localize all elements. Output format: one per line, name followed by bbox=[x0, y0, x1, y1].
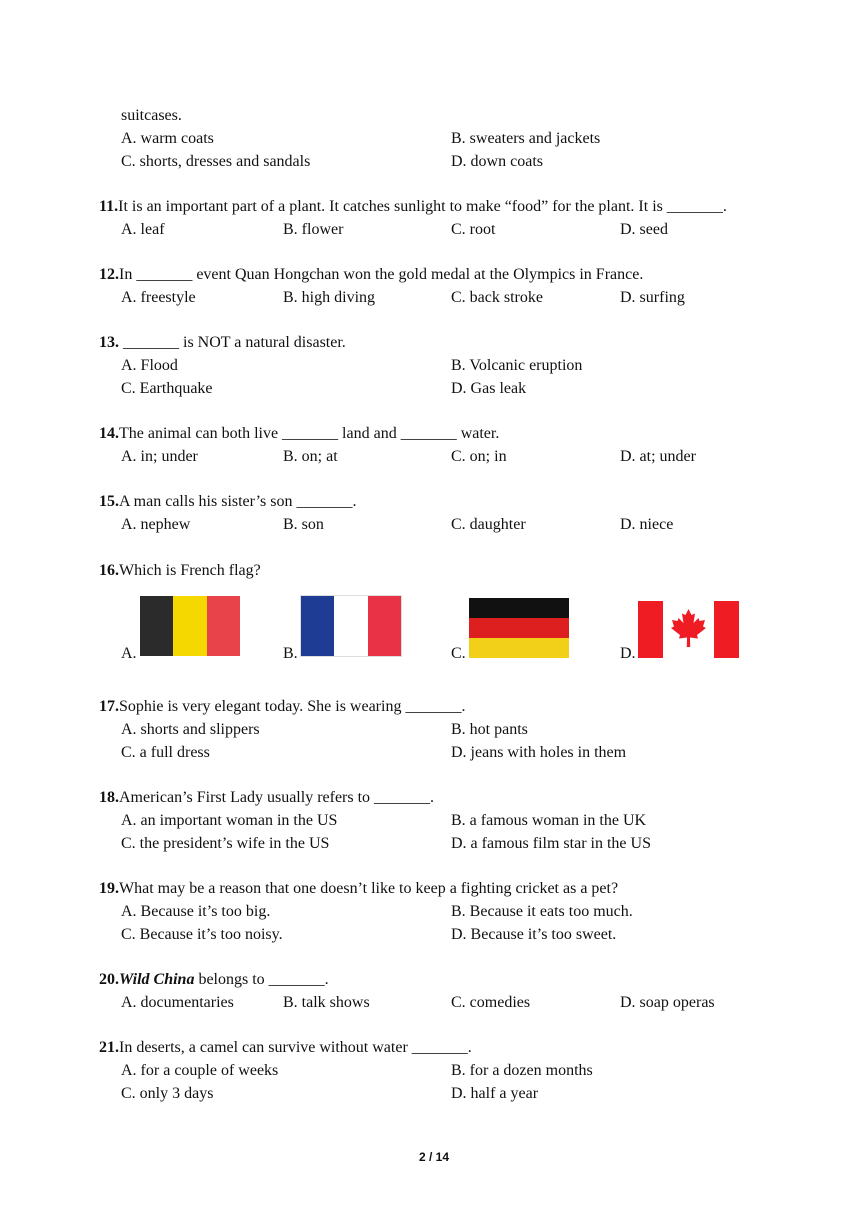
question-text: American’s First Lady usually refers to _______. bbox=[119, 789, 435, 806]
question-11 bbox=[99, 197, 727, 217]
page-number: 2 / 14 bbox=[418, 1150, 450, 1164]
flag-band-right bbox=[714, 601, 739, 658]
question-number: 17. bbox=[99, 698, 119, 715]
question-14 bbox=[99, 424, 499, 444]
flag-stripe bbox=[207, 596, 240, 656]
option-c: C. on; in bbox=[451, 448, 507, 465]
question-number: 20. bbox=[99, 971, 119, 988]
question-text: In deserts, a camel can survive without water _______. bbox=[119, 1039, 472, 1056]
option-b: B. sweaters and jackets bbox=[451, 130, 601, 147]
option-a: A. Flood bbox=[121, 357, 178, 374]
question-text: Which is French flag? bbox=[119, 562, 261, 579]
question-number: 14. bbox=[99, 425, 119, 442]
option-d: D. half a year bbox=[451, 1085, 539, 1102]
option-a: A. nephew bbox=[121, 516, 191, 533]
question-text: The animal can both live _______ land and _______ water. bbox=[119, 425, 500, 442]
question-number: 15. bbox=[99, 493, 119, 510]
option-a: A. Because it’s too big. bbox=[121, 903, 271, 920]
question-21 bbox=[99, 1038, 472, 1058]
question-text: It is an important part of a plant. It catches sunlight to make “food” for the plant. It is _______. bbox=[118, 198, 727, 215]
option-d: D. jeans with holes in them bbox=[451, 744, 627, 761]
option-a: A. in; under bbox=[121, 448, 198, 465]
option-c: C. Earthquake bbox=[121, 380, 213, 397]
question-18 bbox=[99, 788, 434, 808]
option-a: A. freestyle bbox=[121, 289, 196, 306]
show-title: Wild China bbox=[119, 971, 195, 988]
option-b: B. a famous woman in the UK bbox=[451, 812, 647, 829]
option-d: D. down coats bbox=[451, 153, 543, 170]
question-text: Sophie is very elegant today. She is wearing _______. bbox=[119, 698, 466, 715]
option-c: C. comedies bbox=[451, 994, 531, 1011]
question-text: In _______ event Quan Hongchan won the gold medal at the Olympics in France. bbox=[119, 266, 644, 283]
question-number: 13. bbox=[99, 334, 119, 351]
option-b: B. Volcanic eruption bbox=[451, 357, 583, 374]
question-text: belongs to _______. bbox=[194, 971, 329, 988]
option-d: D. surfing bbox=[620, 289, 685, 306]
question-15 bbox=[99, 492, 356, 512]
option-d: D. Because it’s too sweet. bbox=[451, 926, 617, 943]
flag-stripe bbox=[140, 596, 173, 656]
option-c: C. the president’s wife in the US bbox=[121, 835, 330, 852]
option-d: D. a famous film star in the US bbox=[451, 835, 651, 852]
question-19 bbox=[99, 879, 618, 899]
option-a: A. shorts and slippers bbox=[121, 721, 260, 738]
question-number: 18. bbox=[99, 789, 119, 806]
question-number: 16. bbox=[99, 562, 119, 579]
option-b: B. bbox=[283, 645, 298, 662]
option-a: A. leaf bbox=[121, 221, 165, 238]
flag-band-left bbox=[638, 601, 663, 658]
question-number: 12. bbox=[99, 266, 119, 283]
option-b: B. on; at bbox=[283, 448, 338, 465]
option-b: B. Because it eats too much. bbox=[451, 903, 633, 920]
question-number: 11. bbox=[99, 198, 119, 215]
option-c: C. only 3 days bbox=[121, 1085, 214, 1102]
option-d: D. Gas leak bbox=[451, 380, 527, 397]
flag-stripe bbox=[469, 598, 569, 618]
canada-flag-image bbox=[638, 601, 739, 658]
option-a: A. documentaries bbox=[121, 994, 234, 1011]
option-a: A. an important woman in the US bbox=[121, 812, 338, 829]
option-c: C. root bbox=[451, 221, 496, 238]
option-b: B. hot pants bbox=[451, 721, 528, 738]
option-d: D. at; under bbox=[620, 448, 696, 465]
flag-stripe bbox=[301, 596, 334, 656]
prev-question-continuation: suitcases. bbox=[121, 107, 182, 124]
option-b: B. flower bbox=[283, 221, 344, 238]
option-c: C. a full dress bbox=[121, 744, 210, 761]
flag-stripe bbox=[469, 618, 569, 638]
germany-flag-image bbox=[469, 598, 569, 658]
question-text: _______ is NOT a natural disaster. bbox=[119, 334, 346, 351]
option-a: A. bbox=[121, 645, 137, 662]
option-a: A. warm coats bbox=[121, 130, 214, 147]
question-20 bbox=[99, 970, 329, 990]
question-16 bbox=[99, 561, 261, 581]
option-d: D. soap operas bbox=[620, 994, 715, 1011]
option-d: D. niece bbox=[620, 516, 674, 533]
option-b: B. high diving bbox=[283, 289, 376, 306]
question-number: 19. bbox=[99, 880, 119, 897]
option-c: C. bbox=[451, 645, 466, 662]
question-12 bbox=[99, 265, 643, 285]
flag-stripe bbox=[334, 596, 367, 656]
option-c: C. back stroke bbox=[451, 289, 543, 306]
flag-stripe bbox=[173, 596, 206, 656]
option-b: B. for a dozen months bbox=[451, 1062, 593, 1079]
question-text: A man calls his sister’s son _______. bbox=[119, 493, 357, 510]
flag-stripe bbox=[469, 638, 569, 658]
belgium-flag-image bbox=[140, 596, 240, 656]
option-c: C. daughter bbox=[451, 516, 526, 533]
question-number: 21. bbox=[99, 1039, 119, 1056]
option-a: A. for a couple of weeks bbox=[121, 1062, 279, 1079]
option-c: C. shorts, dresses and sandals bbox=[121, 153, 311, 170]
question-13 bbox=[99, 333, 346, 353]
option-c: C. Because it’s too noisy. bbox=[121, 926, 283, 943]
option-b: B. talk shows bbox=[283, 994, 370, 1011]
option-d: D. seed bbox=[620, 221, 668, 238]
question-text: What may be a reason that one doesn’t like to keep a fighting cricket as a pet? bbox=[119, 880, 619, 897]
france-flag-image bbox=[301, 596, 401, 656]
question-17 bbox=[99, 697, 465, 717]
option-b: B. son bbox=[283, 516, 324, 533]
flag-stripe bbox=[368, 596, 401, 656]
option-d: D. bbox=[620, 645, 636, 662]
